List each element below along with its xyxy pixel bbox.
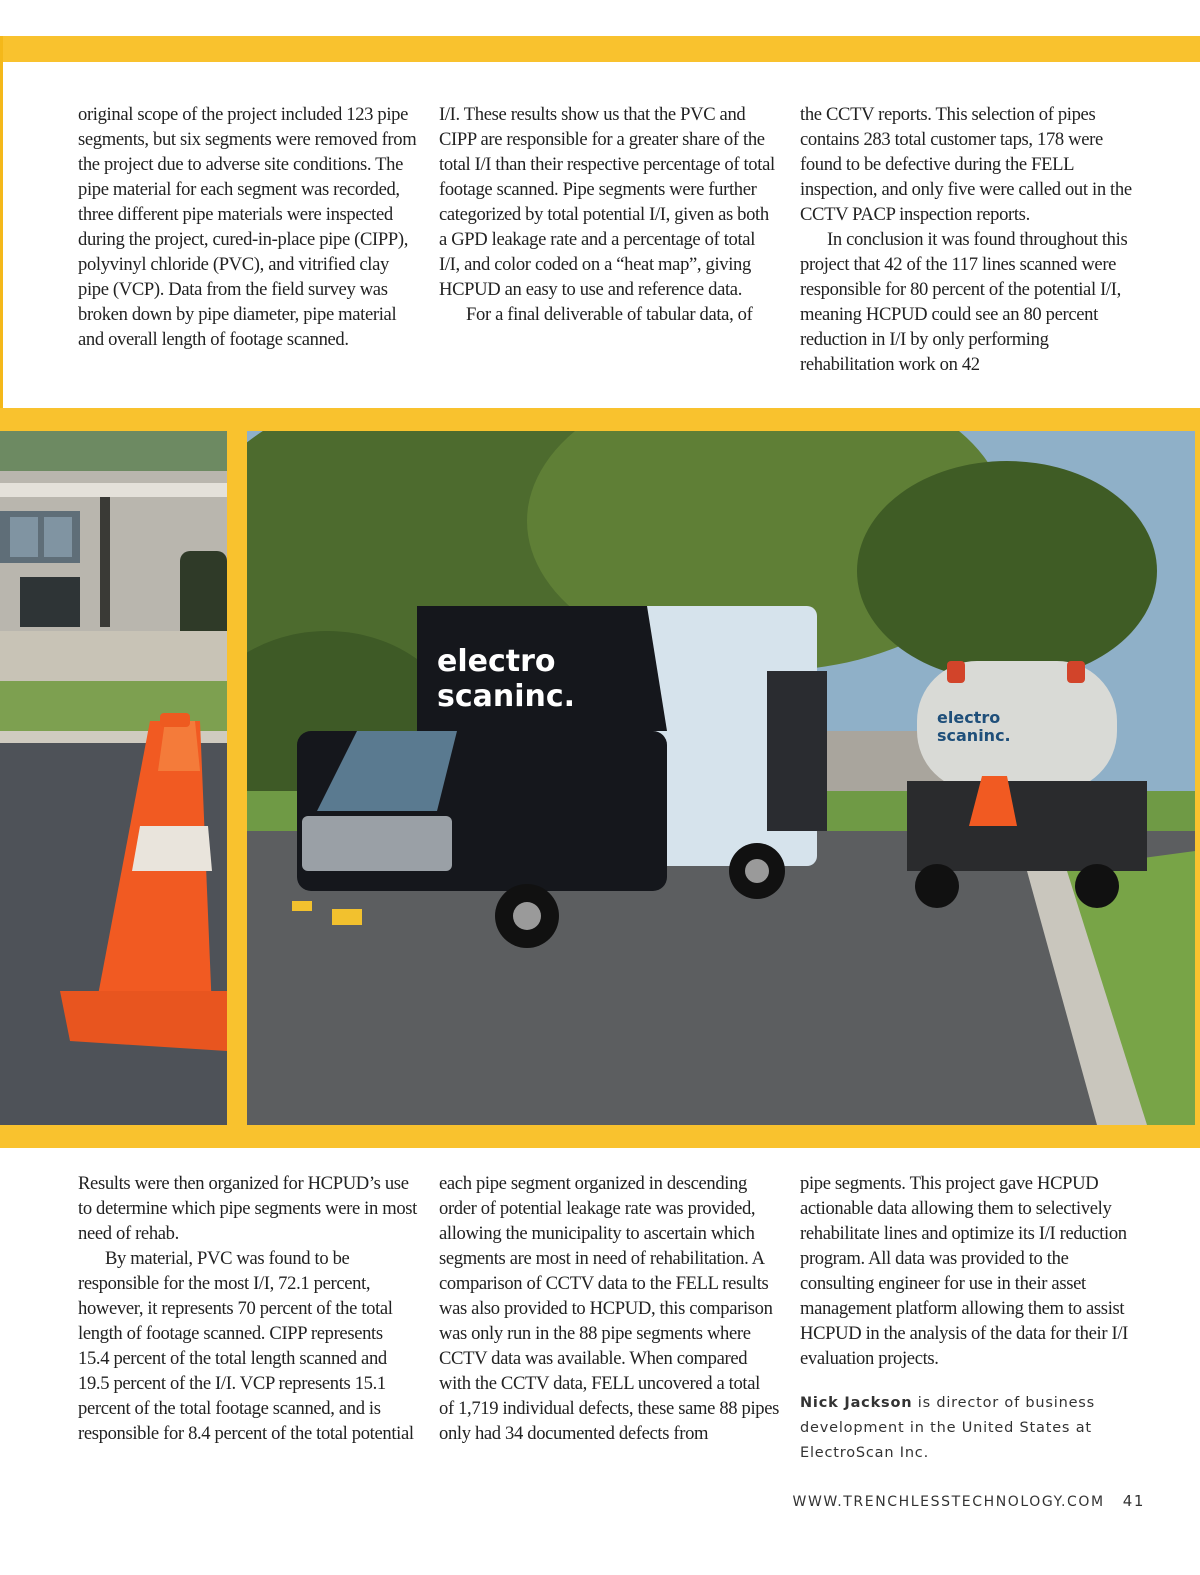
author-name: Nick Jackson — [800, 1395, 913, 1411]
bottom-column-1 — [78, 1171, 418, 1446]
tanker-logo-line1: electro — [937, 708, 1001, 727]
paragraph: For a final deliverable of tabular data, of — [466, 304, 753, 325]
page-footer — [793, 1492, 1146, 1510]
paragraph: the CCTV reports. This selection of pipes contains 283 total customer taps, 178 were found to be defective during the FELL inspection, and only five were called out in the CCTV PACP inspection reports. — [800, 104, 1132, 225]
paragraph: By material, PVC was found to be responsible for the most I/I, 72.1 percent, however, it represents 70 percent of the total length of footage scanned. CIPP represents 15.4 percent of the total length scanned and 19.5 percent of the I/I. VCP represents 15.1 percent of the total footage scanned, and is responsible for 8.4 percent of the total potential — [78, 1248, 414, 1444]
author-bio-text: is director of business development in the United States at ElectroScan Inc. — [800, 1395, 1096, 1461]
left-accent-rule — [0, 36, 3, 411]
page-number: 41 — [1122, 1492, 1145, 1510]
truck-logo-line1: electro — [437, 644, 556, 679]
paragraph: original scope of the project included 123 pipe segments, but six segments were removed from the project due to adverse site conditions. The pipe material for each segment was recorded, three different pipe materials were inspected during the project, cured-in-place pipe (CIPP), polyvinyl chloride (PVC), and vitrified clay pipe (VCP). Data from the field survey was broken down by pipe diameter, pipe material and overall length of footage scanned. — [78, 104, 417, 350]
paragraph: each pipe segment organized in descending order of potential leakage rate was provided, allowing the municipality to ascertain which segments are most in need of rehabilitation. A comparison of CCTV data to the FELL results was also provided to HCPUD, this comparison was only run in the 88 pipe segments where CCTV data was available. When compared with the CCTV data, FELL uncovered a total of 1,719 individual defects, these same 88 pipes only had 34 documented defects from — [439, 1173, 780, 1444]
website-link[interactable]: WWW.TRENCHLESSTECHNOLOGY.COM — [792, 1494, 1105, 1510]
paragraph: In conclusion it was found throughout this project that 42 of the 117 lines scanned were responsible for 80 percent of the potential I/I, meaning HCPUD could see an 80 percent reduction in I/I by only performing rehabilitation work on 42 — [800, 229, 1128, 375]
top-column-2 — [439, 102, 779, 327]
header-accent-bar — [0, 36, 1200, 62]
trucks-photo — [247, 431, 1195, 1125]
bottom-column-2 — [439, 1171, 779, 1446]
paragraph: pipe segments. This project gave HCPUD actionable data allowing them to selectively rehabilitate lines and optimize its I/I reduction program. All data was provided to the consulting engineer for use in their asset management platform allowing them to assist HCPUD in the analysis of the data for their I/I evaluation projects. — [800, 1173, 1128, 1369]
tanker-logo-line2: scaninc. — [937, 726, 1011, 745]
truck-logo-line2: scaninc. — [437, 679, 576, 714]
top-column-3 — [800, 102, 1140, 377]
bottom-column-3 — [800, 1171, 1140, 1466]
paragraph: Results were then organized for HCPUD’s use to determine which pipe segments were in most need of rehab. — [78, 1173, 417, 1244]
author-bio — [800, 1391, 1140, 1466]
top-column-1 — [78, 102, 418, 352]
paragraph: I/I. These results show us that the PVC and CIPP are responsible for a greater share of the total I/I than their respective percentage of total footage scanned. Pipe segments were further categorized by total potential I/I, given as both a GPD leakage rate and a percentage of total I/I, and color coded on a “heat map”, giving HCPUD an easy to use and reference data. — [439, 104, 775, 300]
cone-photo — [0, 431, 227, 1125]
